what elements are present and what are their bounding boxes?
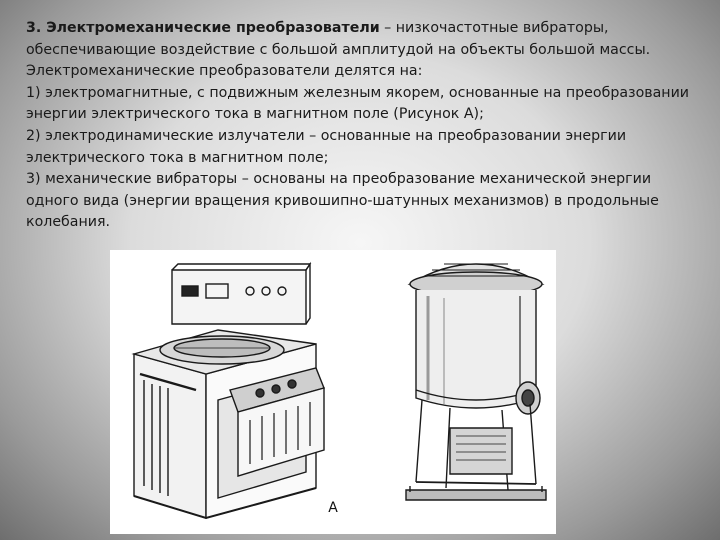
section-heading: 3. Электромеханические преобразователи [26, 20, 380, 36]
figure-caption: А [328, 500, 338, 516]
list-item: 2) электродинамические излучатели – основанные на преобразовании энергии электрического тока в магнитном поле; [26, 127, 627, 166]
intro-paragraph [26, 18, 698, 61]
list-item: 3) механические вибраторы – основаны на преобразование механической энергии одного вида (энергии вращения кривошипно-шатунных механизмов) в продольные колебания. [26, 171, 659, 231]
classification-lead: Электромеханические преобразователи делятся на: [26, 63, 423, 80]
list-item: 1) электромагнитные, с подвижным железным якорем, основанные на преобразовании энергии электрического тока в магнитном поле (Рисунок А); [26, 84, 690, 123]
vibrator-cabinet-illustration [134, 264, 324, 518]
slide-text [26, 18, 698, 234]
figure-panel [110, 250, 556, 534]
section-intro: – низкочастотные вибраторы, обеспечивающие воздействие с большой амплитудой на объекты большой массы. [26, 20, 651, 58]
cylindrical-vibrator-illustration [406, 264, 546, 500]
